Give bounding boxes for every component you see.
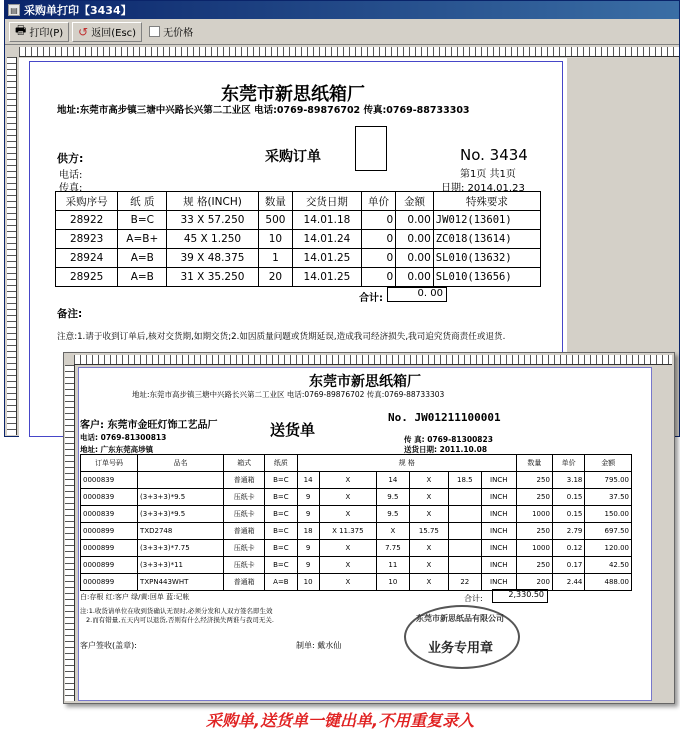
dn-cell: X (409, 472, 448, 489)
dn-cell (449, 489, 481, 506)
dn-cell: INCH (481, 489, 516, 506)
po-cell: 14.01.25 (293, 268, 362, 287)
dn-table-row (81, 557, 632, 574)
dn-cell: 普通箱 (224, 472, 265, 489)
po-header-cell: 单价 (361, 192, 395, 211)
dn-cell: 22 (449, 574, 481, 591)
po-phone-label: 电话: (59, 170, 83, 181)
dn-phone: 电话: 0769-81300813 (80, 433, 167, 442)
po-cell: 0.00 (396, 211, 434, 230)
dn-header-cell: 品名 (138, 455, 224, 472)
dn-cell: 14 (297, 472, 319, 489)
dn-cell: 250 (516, 489, 552, 506)
dn-cell: B=C (265, 540, 297, 557)
dn-cell: 9 (297, 557, 319, 574)
dn-header-cell: 订单号码 (81, 455, 138, 472)
dn-header-cell: 规 格 (297, 455, 516, 472)
po-cell: SL010(13632) (433, 249, 540, 268)
window-title: 采购单打印【3434】 (24, 4, 132, 17)
po-cell: 31 X 35.250 (167, 268, 258, 287)
dn-table-row (81, 489, 632, 506)
dn-cell: INCH (481, 557, 516, 574)
dn-cell: X (409, 540, 448, 557)
toolbar (5, 19, 679, 45)
dn-cell: 9 (297, 540, 319, 557)
dn-table-row (81, 472, 632, 489)
dn-table-row (81, 574, 632, 591)
po-cell: JW012(13601) (433, 211, 540, 230)
dn-cell: 697.50 (585, 523, 632, 540)
dn-vertical-ruler (65, 365, 75, 701)
po-header-cell: 采购序号 (56, 192, 118, 211)
dn-cell: 795.00 (585, 472, 632, 489)
dn-fax: 传 真: 0769-81300823 (404, 435, 493, 444)
dn-cell: 压纸卡 (224, 557, 265, 574)
dn-cell: 压纸卡 (224, 506, 265, 523)
dn-cell: 250 (516, 472, 552, 489)
dn-cell: 0.15 (552, 506, 584, 523)
dn-cell: 0000899 (81, 574, 138, 591)
dn-total-label: 合计: (464, 594, 483, 603)
dn-cell: 42.50 (585, 557, 632, 574)
dn-address: 地址: 广东东莞高埗镇 (80, 445, 154, 454)
po-cell: 28923 (56, 230, 118, 249)
dn-legend: 白:存根 红:客户 绿/黄:回单 蓝:记帐 (80, 593, 190, 601)
dn-cell: 10 (297, 574, 319, 591)
dn-cell: TXPN443WHT (138, 574, 224, 591)
po-cell: ZC018(13614) (433, 230, 540, 249)
dn-cell: 0000839 (81, 506, 138, 523)
dn-cell: INCH (481, 540, 516, 557)
promo-caption: 采购单,送货单一键出单,不用重复录入 (205, 711, 475, 730)
dn-cell: 250 (516, 557, 552, 574)
dn-cell: (3+3+3)*7.75 (138, 540, 224, 557)
dn-cell: 18.5 (449, 472, 481, 489)
dn-cell: INCH (481, 472, 516, 489)
dn-cell: X (319, 472, 377, 489)
dn-cell: 9 (297, 489, 319, 506)
po-fax-label: 传真: (59, 183, 83, 194)
dn-table-row (81, 540, 632, 557)
dn-cell: 7.75 (377, 540, 409, 557)
dn-cell: B=C (265, 557, 297, 574)
title-bar (5, 1, 679, 19)
dn-cell: 0000899 (81, 523, 138, 540)
po-cell: 0.00 (396, 230, 434, 249)
no-price-checkbox[interactable]: 无价格 (149, 24, 193, 39)
dn-cell: X (409, 557, 448, 574)
dn-cell: 压纸卡 (224, 489, 265, 506)
po-cell: A=B+ (118, 230, 167, 249)
dn-cell: 3.18 (552, 472, 584, 489)
dn-cell: 150.00 (585, 506, 632, 523)
po-cell: 28924 (56, 249, 118, 268)
po-cell: 45 X 1.250 (167, 230, 258, 249)
dn-cell: 15.75 (409, 523, 448, 540)
po-table-row (56, 211, 541, 230)
stamp-ring-text: 东莞市新思纸品有限公司 (416, 614, 504, 623)
horizontal-ruler (19, 47, 679, 57)
dn-cell: 1000 (516, 506, 552, 523)
po-cell: 0 (361, 249, 395, 268)
printer-icon: 🖶 (15, 23, 27, 37)
dn-cell (138, 472, 224, 489)
dn-table-row (81, 523, 632, 540)
dn-company-name: 东莞市新思纸箱厂 (309, 374, 421, 390)
dn-title: 送货单 (270, 421, 316, 439)
po-cell: SL010(13656) (433, 268, 540, 287)
dn-cell: B=C (265, 523, 297, 540)
dn-cell: X (319, 540, 377, 557)
dn-table (80, 454, 632, 591)
dn-cell: TXD2748 (138, 523, 224, 540)
po-cell: 0 (361, 211, 395, 230)
dn-table-row (81, 506, 632, 523)
dn-note-1: 注:1.收货请单位在收到货确认无误时,必须分发和人双方签名即生效 (80, 607, 273, 615)
po-cell: 500 (258, 211, 292, 230)
dn-cell: 普通箱 (224, 523, 265, 540)
dn-cell: B=C (265, 489, 297, 506)
dn-maker: 制单: 戴水仙 (296, 641, 342, 650)
po-date: 日期: 2014.01.23 (441, 183, 525, 194)
po-cell: 20 (258, 268, 292, 287)
po-header-cell: 纸 质 (118, 192, 167, 211)
po-table-row (56, 230, 541, 249)
po-table (55, 191, 541, 287)
return-icon: ↺ (78, 24, 89, 39)
app-icon: ▤ (8, 4, 20, 16)
po-cell: 28922 (56, 211, 118, 230)
dn-address-line: 地址:东莞市高步镇三塘中兴路长兴第二工业区 电话:0769-89876702 传真:0769-88733303 (132, 390, 445, 399)
po-header-cell: 特殊要求 (433, 192, 540, 211)
po-remark-label: 备注: (57, 308, 83, 320)
dn-header-cell: 纸质 (265, 455, 297, 472)
dn-cell: INCH (481, 574, 516, 591)
dn-cell: 250 (516, 523, 552, 540)
po-cell: 0.00 (396, 268, 434, 287)
po-table-row (56, 268, 541, 287)
dn-cell: X (377, 523, 409, 540)
po-table-row (56, 249, 541, 268)
dn-cell: INCH (481, 506, 516, 523)
dn-cell: 14 (377, 472, 409, 489)
po-cell: 10 (258, 230, 292, 249)
dn-cell: 压纸卡 (224, 540, 265, 557)
po-header-cell: 规 格(INCH) (167, 192, 258, 211)
dn-header-cell: 金额 (585, 455, 632, 472)
dn-cell: 0.17 (552, 557, 584, 574)
po-cell: A=B (118, 268, 167, 287)
dn-cell: (3+3+3)*11 (138, 557, 224, 574)
po-cell: 14.01.25 (293, 249, 362, 268)
dn-header-cell: 数量 (516, 455, 552, 472)
print-button[interactable]: 🖶 打印(P) (9, 22, 69, 42)
company-stamp (404, 605, 520, 669)
dn-cell (449, 557, 481, 574)
po-supplier-label: 供方: (57, 152, 84, 165)
dn-note-2: 2.而有错量,五天内可以退货,否则有什么经济损失两谁与我司无关. (86, 616, 274, 624)
dn-header-cell: 箱式 (224, 455, 265, 472)
po-cell: 0 (361, 268, 395, 287)
po-order-number: No. 3434 (460, 146, 528, 164)
dn-cell: 2.79 (552, 523, 584, 540)
dn-cell: (3+3+3)*9.5 (138, 489, 224, 506)
dn-page (78, 367, 652, 701)
dn-cell: 488.00 (585, 574, 632, 591)
checkbox-box[interactable] (149, 26, 160, 37)
po-header-cell: 交货日期 (293, 192, 362, 211)
dn-cell: X (319, 489, 377, 506)
po-note: 注意:1.请于收到订单后,核对交货期,如期交货;2.如因质量问题或货期延误,造成我司经济损失,我司追究货商责任或退货. (57, 332, 506, 342)
dn-cell: 18 (297, 523, 319, 540)
dn-cell (449, 523, 481, 540)
po-cell: 14.01.18 (293, 211, 362, 230)
po-cell: 0.00 (396, 249, 434, 268)
dn-cell (449, 506, 481, 523)
dn-cell: (3+3+3)*9.5 (138, 506, 224, 523)
po-total-value: 0. 00 (387, 287, 447, 302)
dn-cell: 120.00 (585, 540, 632, 557)
dn-cell: B=C (265, 472, 297, 489)
po-cell: 14.01.24 (293, 230, 362, 249)
dn-horizontal-ruler (74, 355, 672, 365)
dn-cell: 0000839 (81, 489, 138, 506)
po-total-label: 合计: (359, 293, 383, 304)
dn-cell: 37.50 (585, 489, 632, 506)
po-cell: 33 X 57.250 (167, 211, 258, 230)
dn-cell: 9.5 (377, 489, 409, 506)
dn-cell: 普通箱 (224, 574, 265, 591)
po-cell: A=B (118, 249, 167, 268)
dn-date: 送货日期: 2011.10.08 (404, 445, 488, 454)
dn-cell: X (319, 557, 377, 574)
dn-cell: X (409, 506, 448, 523)
dn-cell: X 11.375 (319, 523, 377, 540)
po-cell: 28925 (56, 268, 118, 287)
po-header-cell: 金额 (396, 192, 434, 211)
dn-cell: X (409, 489, 448, 506)
po-address-line: 地址:东莞市高步镇三塘中兴路长兴第二工业区 电话:0769-89876702 传真:0769-88733303 (57, 105, 470, 116)
dn-signature: 客户签收(盖章): (80, 641, 137, 650)
po-cell: 39 X 48.375 (167, 249, 258, 268)
dn-cell: 0.12 (552, 540, 584, 557)
dn-cell: INCH (481, 523, 516, 540)
dn-cell: 9 (297, 506, 319, 523)
dn-cell: 2.44 (552, 574, 584, 591)
dn-header-cell: 单价 (552, 455, 584, 472)
dn-total-value: 2,330.50 (492, 589, 548, 603)
dn-order-number: No. JW01211100001 (388, 411, 501, 424)
dn-customer: 客户: 东莞市金旺灯饰工艺品厂 (80, 420, 218, 431)
vertical-ruler (7, 57, 17, 435)
po-cell: B=C (118, 211, 167, 230)
dn-cell: 1000 (516, 540, 552, 557)
po-header-cell: 数量 (258, 192, 292, 211)
po-title: 采购订单 (265, 149, 321, 165)
dn-cell: X (409, 574, 448, 591)
dn-cell: 0000899 (81, 540, 138, 557)
dn-cell: 0000899 (81, 557, 138, 574)
dn-cell: B=C (265, 506, 297, 523)
dn-cell: 10 (377, 574, 409, 591)
po-blank-box (355, 126, 387, 171)
dn-cell: 0000839 (81, 472, 138, 489)
dn-cell: X (319, 574, 377, 591)
delivery-note-preview (63, 352, 675, 704)
dn-cell: X (319, 506, 377, 523)
dn-cell: 0.15 (552, 489, 584, 506)
dn-cell: A=B (265, 574, 297, 591)
po-company-name: 东莞市新思纸箱厂 (221, 84, 365, 105)
stamp-center-text: 业务专用章 (428, 641, 494, 656)
po-cell: 1 (258, 249, 292, 268)
dn-cell: 200 (516, 574, 552, 591)
po-cell: 0 (361, 230, 395, 249)
dn-cell (449, 540, 481, 557)
po-page-info: 第1页 共1页 (460, 169, 516, 180)
dn-cell: 9.5 (377, 506, 409, 523)
dn-cell: 11 (377, 557, 409, 574)
return-button[interactable]: ↺ 返回(Esc) (72, 22, 142, 42)
